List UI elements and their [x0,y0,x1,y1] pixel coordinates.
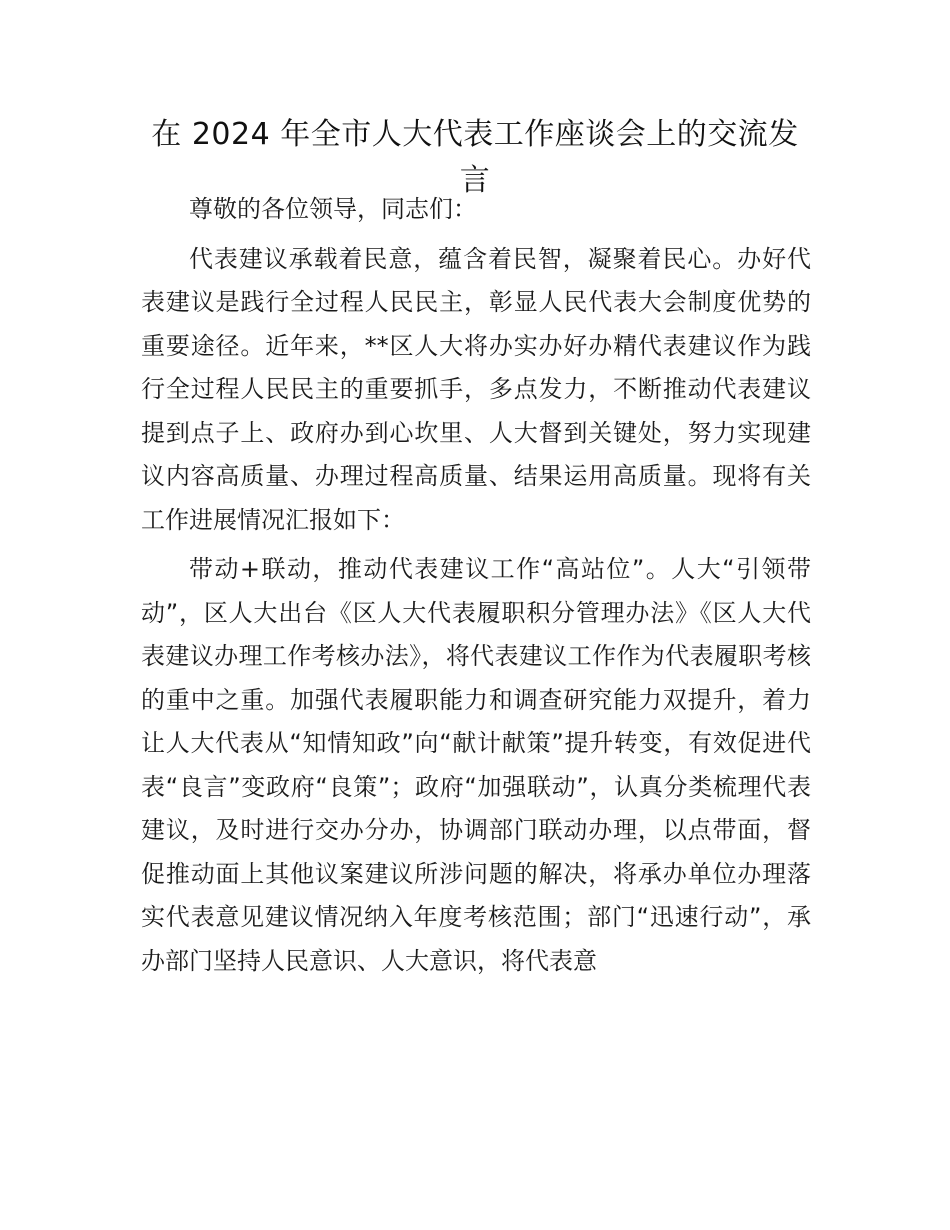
body-paragraph-1: 代表建议承载着民意，蕴含着民智，凝聚着民心。办好代表建议是践行全过程人民民主，彰显人民代表大会制度优势的重要途径。近年来，**区人大将办实办好办精代表建议作为践行全过程人民民主的重要抓手，多点发力，不断推动代表建议提到点子上、政府办到心坎里、人大督到关键处，努力实现建议内容高质量、办理过程高质量、结果运用高质量。现将有关工作进展情况汇报如下： [141,244,811,534]
greeting-paragraph: 尊敬的各位领导，同志们： [189,195,477,223]
document-body [141,188,811,983]
document-title: 在 2024 年全市人大代表工作座谈会上的交流发言 [151,117,799,198]
body-paragraph-2: 带动+联动，推动代表建议工作“高站位”。人大“引领带动”，区人大出台《区人大代表履职积分管理办法》《区人大代表建议办理工作考核办法》，将代表建议工作作为代表履职考核的重中之重。加强代表履职能力和调查研究能力双提升，着力让人大代表从“知情知政”向“献计献策”提升转变，有效促进代表“良言”变政府“良策”；政府“加强联动”，认真分类梳理代表建议，及时进行交办分办，协调部门联动办理，以点带面，督促推动面上其他议案建议所涉问题的解决，将承办单位办理落实代表意见建议情况纳入年度考核范围；部门“迅速行动”，承办部门坚持人民意识、人大意识，将代表意 [141,555,811,975]
